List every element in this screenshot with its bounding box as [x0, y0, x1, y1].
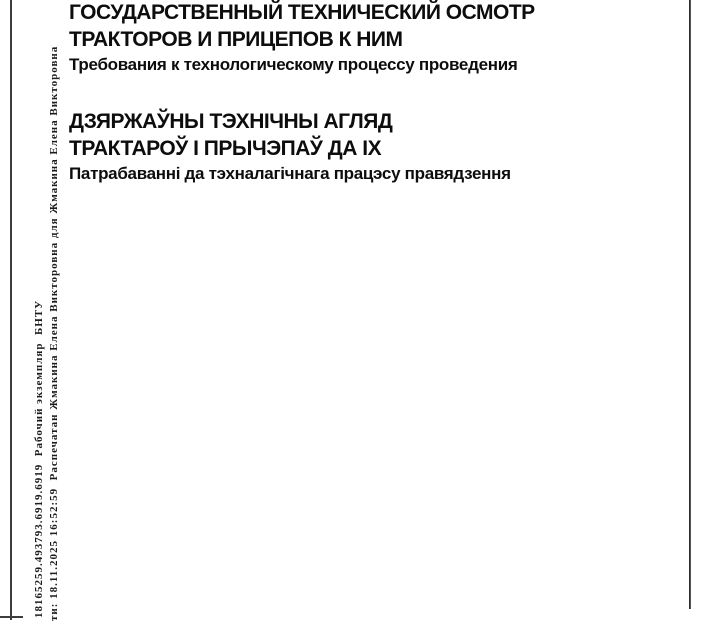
title-ru-line1: ГОСУДАРСТВЕННЫЙ ТЕХНИЧЕСКИЙ ОСМОТР [69, 1, 535, 24]
title-ru-line2: ТРАКТОРОВ И ПРИЦЕПОВ К НИМ [69, 28, 403, 51]
left-border-line [10, 0, 12, 620]
title-by-line1: ДЗЯРЖАЎНЫ ТЭХНІЧНЫ АГЛЯД [69, 110, 393, 133]
bottom-left-corner-line [0, 616, 23, 618]
title-by-line2: ТРАКТАРОЎ І ПРЫЧЭПАЎ ДА ІХ [69, 137, 382, 160]
right-border-line [689, 0, 691, 609]
subtitle-by: Патрабаванні да тэхналагічнага працэсу правядзення [69, 164, 511, 183]
subtitle-ru: Требования к технологическому процессу проведения [69, 55, 518, 74]
watermark-print-info: ти: 18.11.2025 16:52:59 Распечатан Жмакина Елена Викторовна для Жмакина Елена Викторовна [48, 45, 60, 621]
watermark-document-id: 18165259.493793.6919.6919 Рабочий экземпляр БНТУ [33, 299, 45, 618]
